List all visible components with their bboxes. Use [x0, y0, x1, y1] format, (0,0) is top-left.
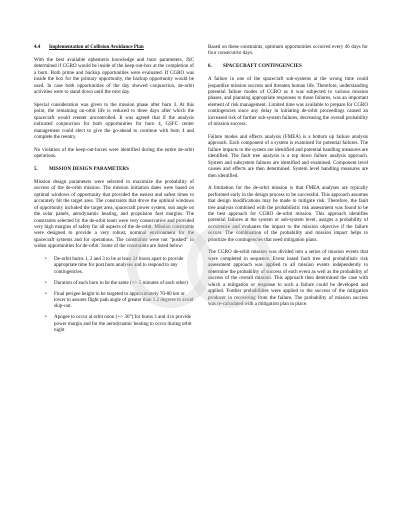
constraints-list: [34, 256, 194, 334]
list-item: • Final perigee height to be targeted to approximately 70-80 km or lower to assures flight path angle of greater than 1.2 degrees to avoid skip-out.: [54, 291, 194, 310]
section-6-heading: [208, 63, 368, 69]
right-column: [208, 44, 368, 314]
list-item: • De-orbit burns 1, 2 and 3 to be at least 24 hours apart to provide appropriate time for post burn analyses and to respond to any contingencies.: [54, 256, 194, 275]
paragraph: A failure in one of the spacecraft sub-systems at the wrong time could jeopardize mission success and threaten human life. Therefore, understanding potential failure modes of CGRO as it was subjected to various mission phases, and planning appropriate responses to those failures, was an important element of risk management. Limited time was available to prepare for CGRO contingencies since any delay in initiating de-orbit proceedings caused an increased risk of further sub-system failures, decreasing the overall probability of mission success.: [208, 76, 368, 128]
list-item: • Apogee to occur at orbit noon (+/- 30°) for burns 3 and 4 to provide power margin and for the aerodynamic heating to occur during orbit night: [54, 314, 194, 333]
section-5-heading: [34, 166, 194, 172]
section-number: 6.: [208, 63, 212, 70]
section-number: 4.4: [34, 44, 41, 50]
paragraph: Mission design parameters were selected to maximize the probability of success of the de-orbit mission. The mission initiation dates were based on optimal windows of opportunity that provided the easiest and safest times to accurately hit the target area. The constraints that drove the optimal windows of opportunity included the target area, spacecraft power system, sun angle on the solar panels, aerodynamic heating, and propulsion fuel margins. The constraints selected by the de-orbit team were very conservative and provided very high margins of safety for all aspects of the de-orbit. Mission constraints were designed to provide a very robust, nominal environment for the spacecraft systems and for operations. The constraints were not "pushed" to widen opportunities for de-orbit. Some of the constraints are listed below:: [34, 178, 194, 250]
paragraph: No violation of the keep-out-boxes were identified during the entire de-orbit operations.: [34, 146, 194, 160]
section-number: 5.: [34, 165, 38, 172]
section-title: Implementation of Collision Avoidance Plan: [49, 44, 144, 50]
left-column: [34, 44, 194, 338]
paragraph: A limitation for the de-orbit mission is that FMEA analyses are typically performed early in the design process to be successful. This approach assumes that design modifications may be made to mitigate risk. Therefore, the fault tree analysis combined with the probabilistic risk assessment was found to be the best approach for CGRO de-orbit mission. This approach identifies potential failures at the system or sub-system level, assigns a probability of occurrence and evaluates the impact to the mission objective if the failure occurs. The combination of the probability and mission impact helps to prioritize the contingencies that need mitigation plans.: [208, 185, 368, 243]
section-title: MISSION DESIGN PARAMETERS: [49, 165, 129, 172]
section-title: SPACECRAFT CONTINGENCIES: [223, 63, 302, 70]
paragraph: Based on these constraints, optimum opportunities occurred every 46 days for four consecutive days.: [208, 44, 368, 57]
list-item: • Duration of each burn to be the same (+/- 5 minutes of each other): [54, 280, 194, 286]
paragraph: Failure modes and effects analysis (FMEA) is a bottom up failure analysis approach. Each component of a system is examined for potential failures. The failure impacts to the system are identified and potential handling measures are identified. The fault tree analysis is a top down failure analysis approach. System and subsystem failures are identified and examined. Component level causes and effects are then determined. System level handling measures are then identified.: [208, 133, 368, 179]
paragraph: Special consideration was given to the mission phase after burn 3. At this point, the remaining on-orbit life is reduced to three days after which the spacecraft would reenter uncontrolled. It was agreed that if the analysis indicated conjunction for both opportunities for burn 4, GSFC center management could elect to give the go-ahead to continue with burn 4 and complete the reentry.: [34, 101, 194, 141]
paragraph: The CGRO de-orbit mission was divided into a series of mission events that were completed in sequence. Event based fault tree and probabilistic risk assessment approach was applied to all mission events independently to determine the probability of success of each event as well as the probability of success of the overall mission. This approach then determined the case with which a mitigation or response to such a failure could be developed and applied. Further probabilities were applied to the success of the mitigation producer in recovering from the failure. The probability of mission success was re-calculated with a mitigation plan in place.: [208, 249, 368, 308]
paragraph: With the best available ephemeris knowledge and burn parameters, JSC determined if CGRO would be inside of the keep-out-box at the completion of a burn. Both prime and backup opportunities were evaluated. If CGRO was inside the box for the primary opportunity, the backup opportunity would be used. In case both opportunities of the day showed conjunction, de-orbit activities were to stand down until the next day.: [34, 56, 194, 96]
section-4-4-heading: [34, 44, 194, 50]
